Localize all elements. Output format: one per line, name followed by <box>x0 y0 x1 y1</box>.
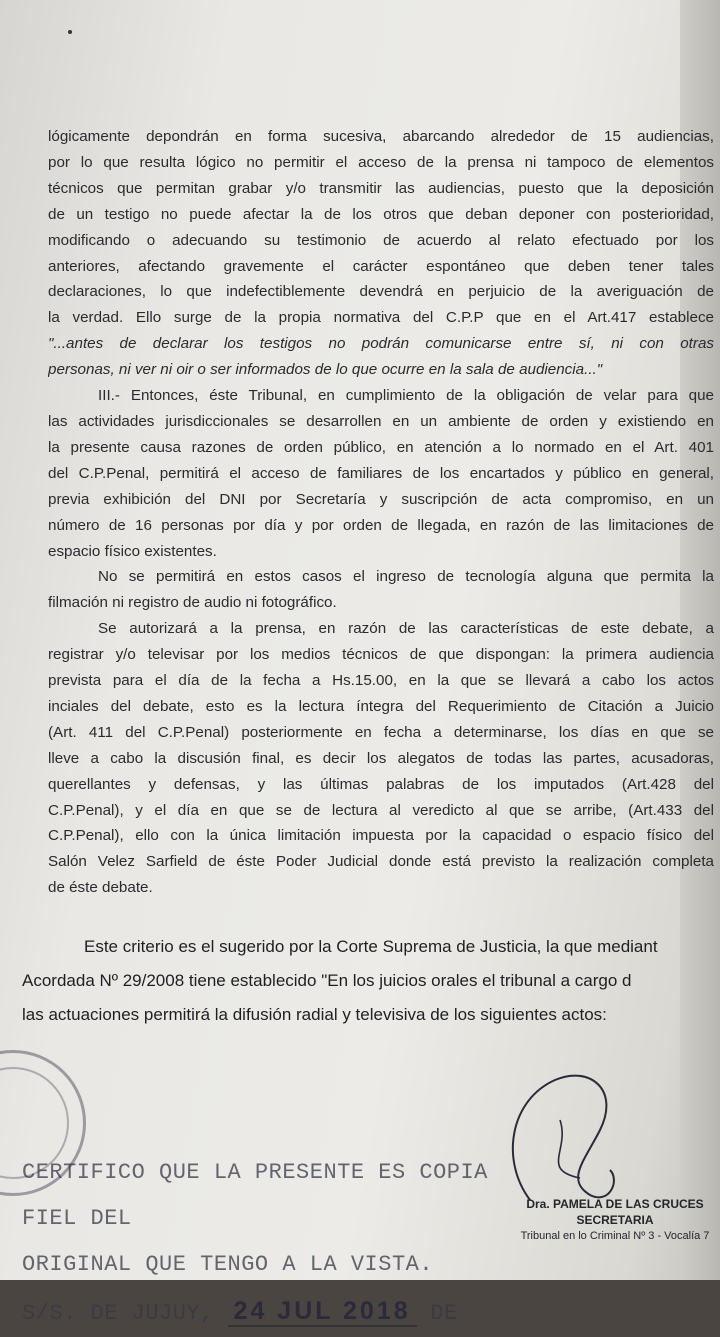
certification-place: S/S. DE JUJUY, <box>22 1301 214 1326</box>
text-line: C.P.Penal), y el día en que se de lectura al veredicto al que se arribe, (Art.433 del <box>48 801 714 819</box>
section-iii-heading-line: III.- Entonces, éste Tribunal, en cumplimiento de la obligación de velar para que <box>98 387 714 405</box>
certification-line-2: ORIGINAL QUE TENGO A LA VISTA. <box>22 1252 434 1277</box>
text-line: la verdad. Ello surge de la propia normativa del C.P.P que en el Art.417 establece <box>48 309 714 327</box>
document-body <box>48 124 714 901</box>
certification-stamp <box>22 1150 542 1337</box>
text-line: Acordada Nº 29/2008 tiene establecido "En los juicios orales el tribunal a cargo d <box>22 971 632 990</box>
text-line: del C.P.Penal, permitirá el acceso de familiares de los encartados y público en general, <box>48 464 714 482</box>
text-line: filmación ni registro de audio ni fotográfico. <box>48 594 337 612</box>
certification-de: DE <box>430 1301 458 1326</box>
paragraph-start-line: Se autorizará a la prensa, en razón de las características de este debate, a <box>98 620 714 638</box>
paragraph-start-line: Este criterio es el sugerido por la Corte Suprema de Justicia, la que mediant <box>84 937 658 956</box>
signature-block <box>510 1196 720 1244</box>
text-line: C.P.Penal), ello con la única limitación impuesta por la capacidad o espacio físico del <box>48 827 714 845</box>
certification-line-3 <box>22 1288 542 1337</box>
text-line: prevista para el día de la fecha a Hs.15.00, en la que se llevará a cabo los actos <box>48 672 714 690</box>
text-line: técnicos que permitan grabar y/o transmitir las audiencias, puesto que la deposición <box>48 179 714 197</box>
text-line: modificando o adecuando su testimonio de acuerdo al relato efectuado por los <box>48 231 714 249</box>
paragraph-start-line: No se permitirá en estos casos el ingreso de tecnología alguna que permita la <box>98 568 714 586</box>
quoted-text-line: "...antes de declarar los testigos no podrán comunicarse entre sí, ni con otras <box>48 335 714 353</box>
text-line: de éste debate. <box>48 879 153 897</box>
text-line: por lo que resulta lógico no permitir el acceso de la prensa ni tampoco de elementos <box>48 153 714 171</box>
text-line: (Art. 411 del C.P.Penal) posteriormente en fecha a determinarse, los días en que se <box>48 723 714 741</box>
text-line: anteriores, afectando gravemente el carácter espontáneo que deben tener tales <box>48 257 714 275</box>
text-line: la presente causa razones de orden público, en atención a lo normado en el Art. 401 <box>48 438 714 456</box>
text-line: número de 16 personas por día y por orden de llegada, en razón de las limitaciones de <box>48 516 714 534</box>
text-line: Salón Velez Sarfield de éste Poder Judicial donde está previsto la realización completa <box>48 853 714 871</box>
document-body-lower <box>22 930 720 1032</box>
text-line: previa exhibición del DNI por Secretaría y suscripción de acta compromiso, en un <box>48 490 714 508</box>
text-line: lógicamente depondrán en forma sucesiva, abarcando alrededor de 15 audiencias, <box>48 128 714 145</box>
text-line: lleve a cabo la discusión final, es decir los alegatos de todas las partes, acusadoras, <box>48 749 714 767</box>
text-line: de un testigo no puede afectar la de los otros que deban deponer con posterioridad, <box>48 205 714 223</box>
text-line: espacio físico existentes. <box>48 542 217 560</box>
text-line: querellantes y defensas, y las últimas palabras de los imputados (Art.428 del <box>48 775 714 793</box>
certification-date: 24 JUL 2018 <box>228 1297 417 1327</box>
text-line: las actuaciones permitirá la difusión radial y televisiva de los siguientes actos: <box>22 1005 607 1024</box>
certification-line-1: CERTIFICO QUE LA PRESENTE ES COPIA FIEL DEL <box>22 1160 488 1231</box>
signer-title: SECRETARIA <box>576 1213 654 1227</box>
page-mark <box>68 30 72 34</box>
text-line: las actividades jurisdiccionales se desarrollen en un ambiente de orden y existiendo en <box>48 412 714 430</box>
quoted-text-line: personas, ni ver ni oir o ser informados de lo que ocurre en la sala de audiencia..." <box>48 361 603 379</box>
text-line: inciales del debate, esto es la lectura íntegra del Requerimiento de Citación a Juicio <box>48 697 714 715</box>
signer-office: Tribunal en lo Criminal Nº 3 - Vocalía 7 <box>520 1230 710 1242</box>
text-line: declaraciones, lo que indefectiblemente devendrá en perjuicio de la averiguación de <box>48 283 714 301</box>
signer-name: Dra. PAMELA DE LAS CRUCES <box>526 1197 704 1211</box>
text-line: registrar y/o televisar por los medios técnicos de que dispongan: la primera audiencia <box>48 646 714 664</box>
